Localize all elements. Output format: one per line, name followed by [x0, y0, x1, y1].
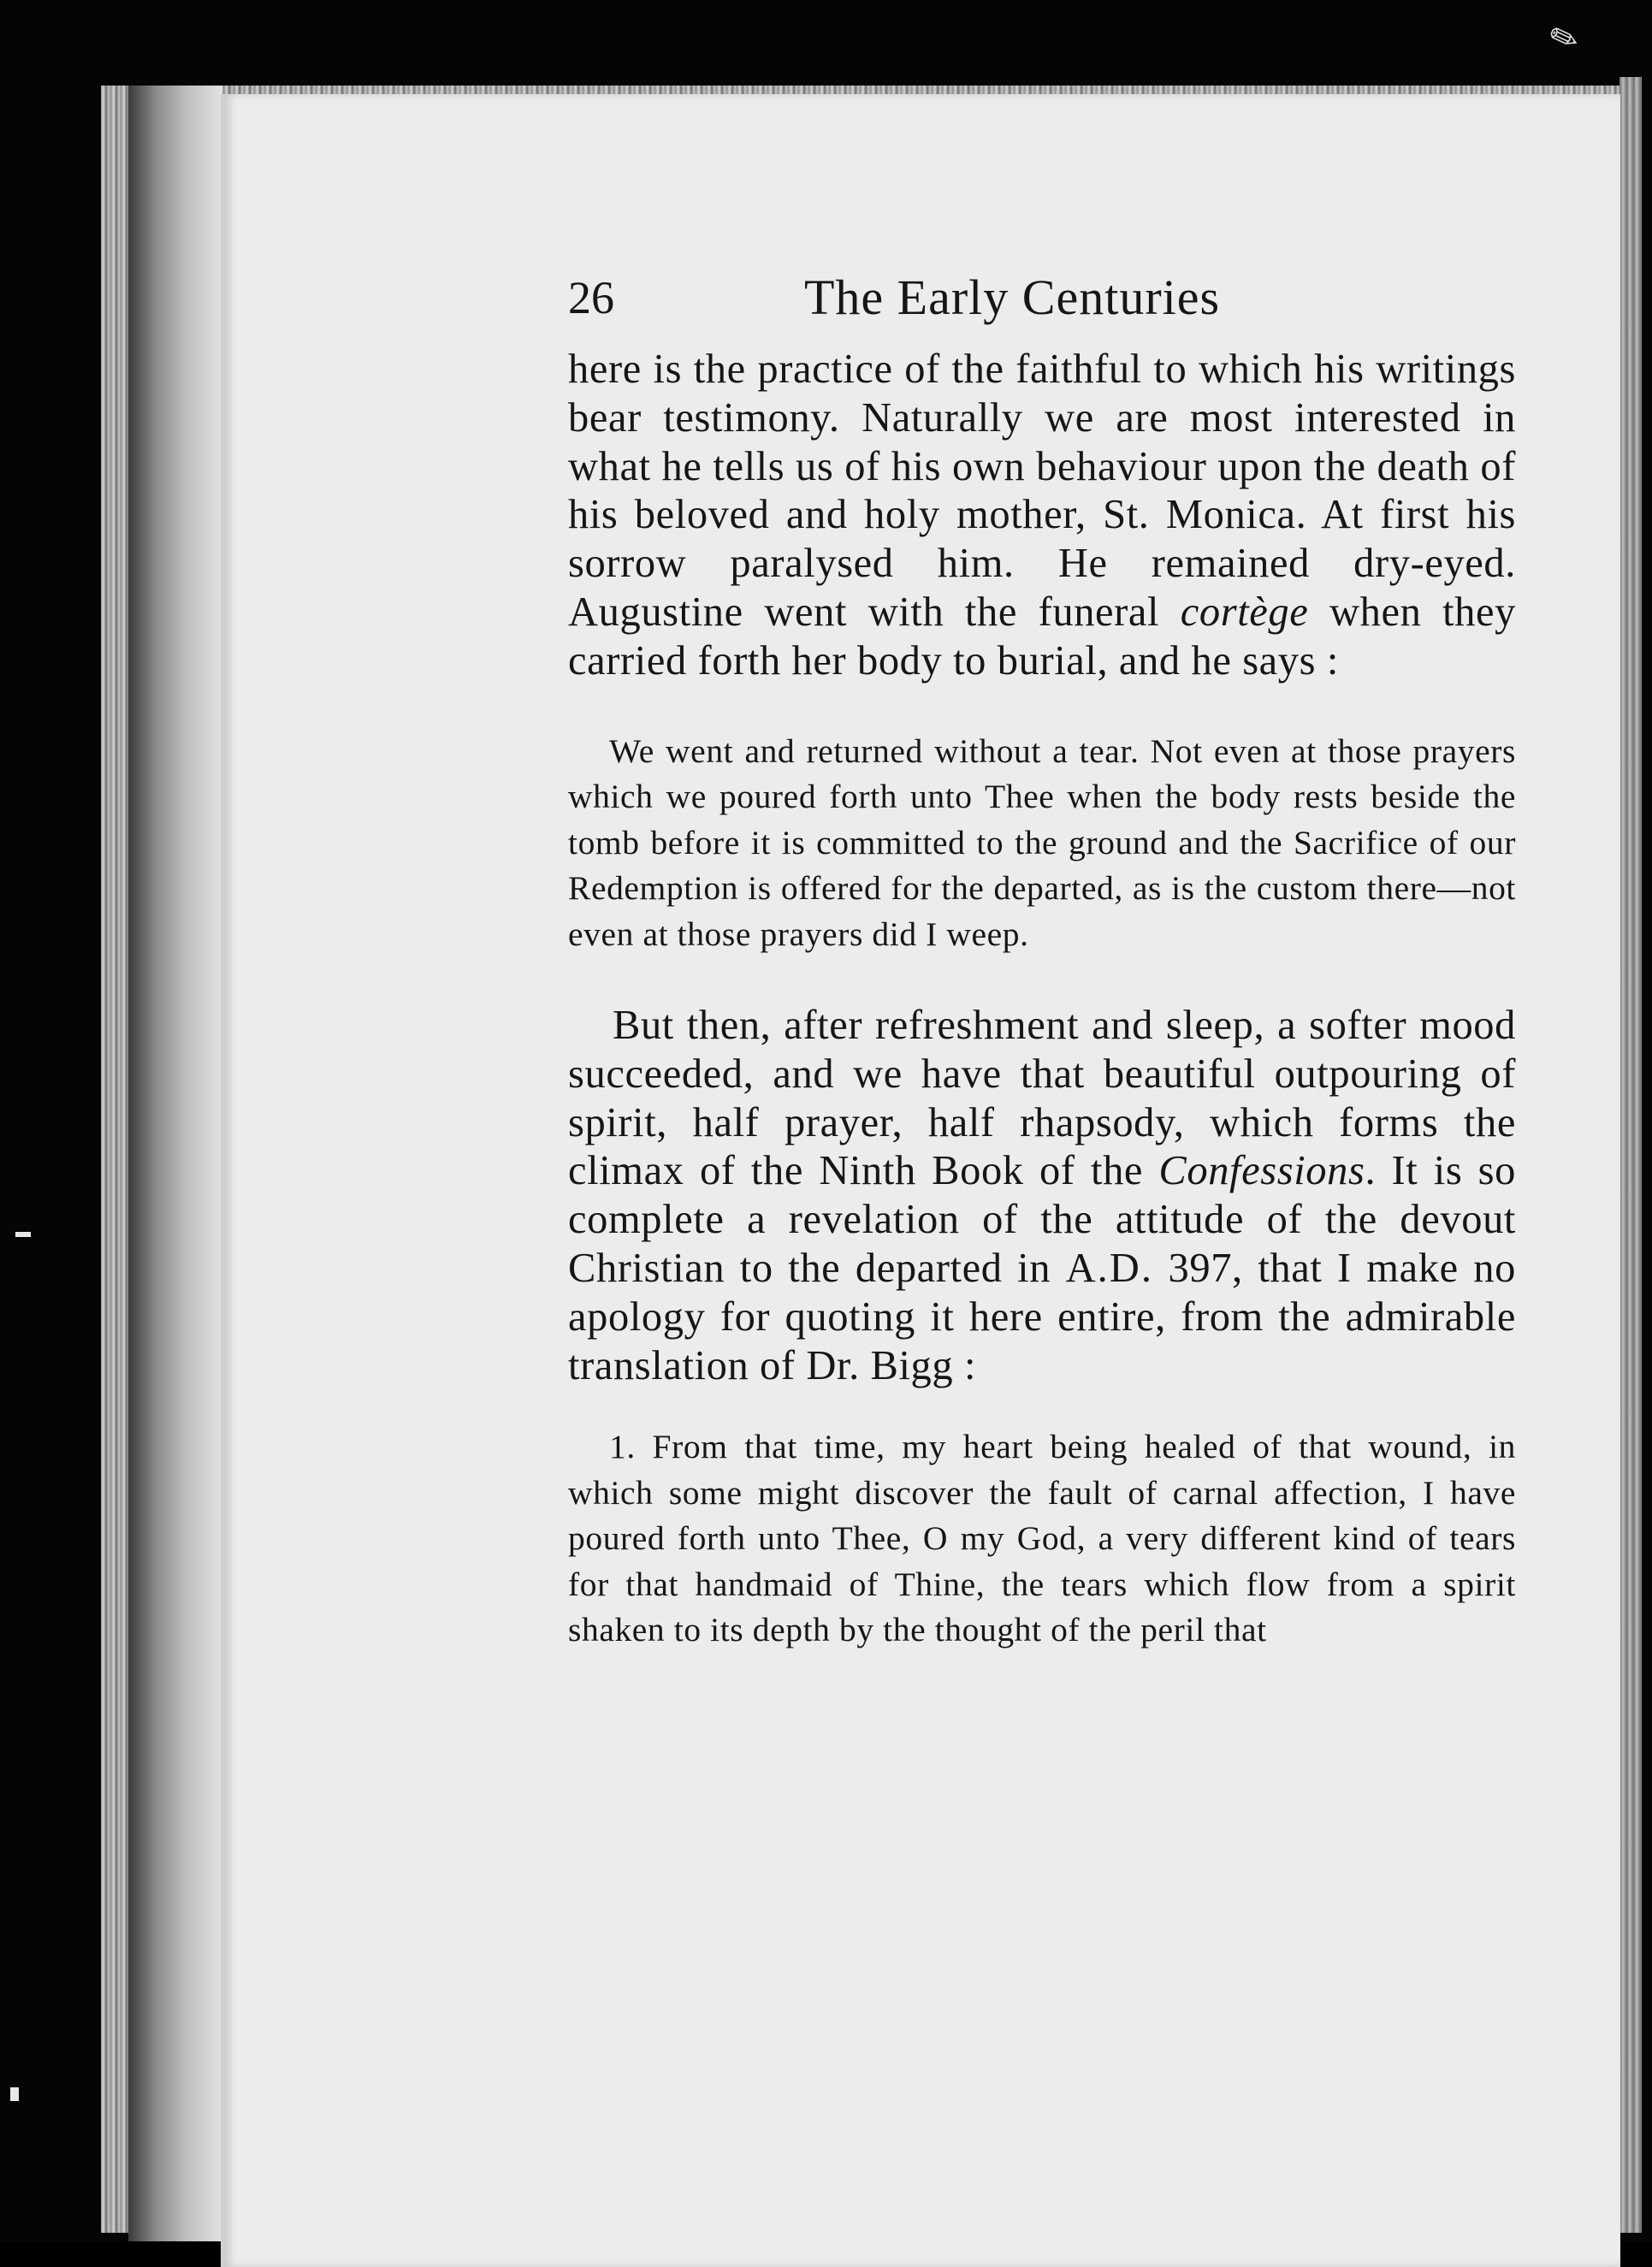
running-head: [568, 265, 1516, 330]
italic-title: Confessions: [1158, 1148, 1365, 1194]
block-quote-1: We went and returned without a tear. Not even at those prayers which we poured forth unto Thee when the body rests beside the tomb before it is committed to the ground and the Sacrifice of our Redemption is offered for the departed, as is the custom there—not even at those prayers did I weep.: [568, 731, 1516, 953]
film-speck: [10, 2087, 19, 2101]
body-paragraph-2: [568, 1002, 1516, 1390]
italic-term: cortège: [1180, 589, 1309, 635]
film-speck: [15, 1232, 31, 1237]
binding-shadow: [128, 86, 222, 2241]
running-title: The Early Centuries: [804, 269, 1221, 325]
body-paragraph-1: [568, 346, 1516, 686]
paragraph-text: 397, that I make no apology for quoting it here entire, from the admirable translation of Dr. Bigg :: [568, 1246, 1516, 1388]
frame-corner-mark: ✎: [1543, 15, 1584, 62]
paragraph-text: But then, after refreshment and sleep, a softer mood succeeded, and we have that beautiful outpouring of spirit, half prayer, half rhapsody, which forms the climax of the Ninth Book of the: [568, 1003, 1516, 1194]
paragraph-text: here is the practice of the faithful to which his writings bear testimony. Naturally we are most interested in what he tells us of his own behaviour upon the death of his beloved and holy mother, St. Monica. At first his sorrow paralysed him. He remained dry-eyed. Augustine went with the funeral: [568, 346, 1516, 635]
page-edge-right: [1619, 77, 1642, 2233]
block-quote-2: 1. From that time, my heart being healed of that wound, in which some might discover the fault of carnal affection, I have poured forth unto Thee, O my God, a very different kind of tears for that handmaid of Thine, the tears which flow from a spirit shaken to its depth by the thought of the peril that: [568, 1428, 1516, 1649]
paragraph-text: when they carried forth her body to burial, and he says :: [568, 589, 1516, 684]
page-number: 26: [568, 272, 614, 323]
paragraph-text: . It is so complete a revelation of the attitude of the devout Christian to the departed in: [568, 1148, 1516, 1292]
page-text: [568, 265, 1516, 1654]
era-abbreviation: A.D.: [1065, 1246, 1153, 1292]
